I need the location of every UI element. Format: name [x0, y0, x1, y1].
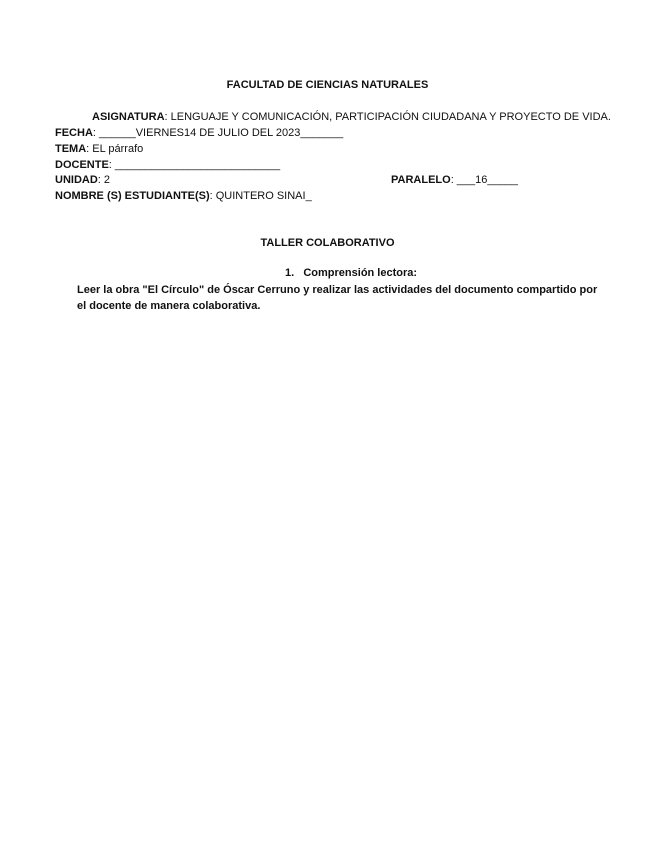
- student-line: [55, 189, 312, 203]
- list-item-number: 1.: [285, 267, 295, 279]
- instruction-line-1: Leer la obra "El Círculo" de Óscar Cerruno y realizar las actividades del documento compartido por: [77, 284, 598, 296]
- subject-line: [92, 110, 611, 124]
- topic-line: [55, 142, 143, 156]
- topic-value: : EL párrafo: [86, 143, 144, 155]
- parallel-label: PARALELO: [391, 174, 451, 186]
- teacher-label: DOCENTE: [55, 159, 109, 171]
- date-value: : ______VIERNES14 DE JULIO DEL 2023_______: [92, 127, 344, 139]
- workshop-title: TALLER COLABORATIVO: [260, 237, 395, 249]
- teacher-line: [55, 158, 280, 172]
- date-label: FECHA: [55, 127, 93, 139]
- parallel-value: : ___16_____: [450, 174, 518, 186]
- student-value: : QUINTERO SINAI_: [209, 190, 312, 202]
- parallel-line: [391, 173, 518, 187]
- date-line: [55, 126, 343, 140]
- student-label: NOMBRE (S) ESTUDIANTE(S): [55, 190, 210, 202]
- subject-value: : LENGUAJE Y COMUNICACIÓN, PARTICIPACIÓN CIUDADANA Y PROYECTO DE VIDA.: [164, 111, 611, 123]
- unit-value: : 2: [97, 174, 111, 186]
- instruction-line-2: el docente de manera colaborativa.: [77, 300, 261, 312]
- unit-label: UNIDAD: [55, 174, 98, 186]
- subject-label: ASIGNATURA: [92, 111, 165, 123]
- list-item-title: Comprensión lectora:: [303, 267, 418, 279]
- topic-label: TEMA: [55, 143, 87, 155]
- list-item-heading: [285, 266, 417, 280]
- teacher-value: : ___________________________: [108, 159, 281, 171]
- faculty-heading: FACULTAD DE CIENCIAS NATURALES: [226, 79, 429, 91]
- unit-line: [55, 173, 110, 187]
